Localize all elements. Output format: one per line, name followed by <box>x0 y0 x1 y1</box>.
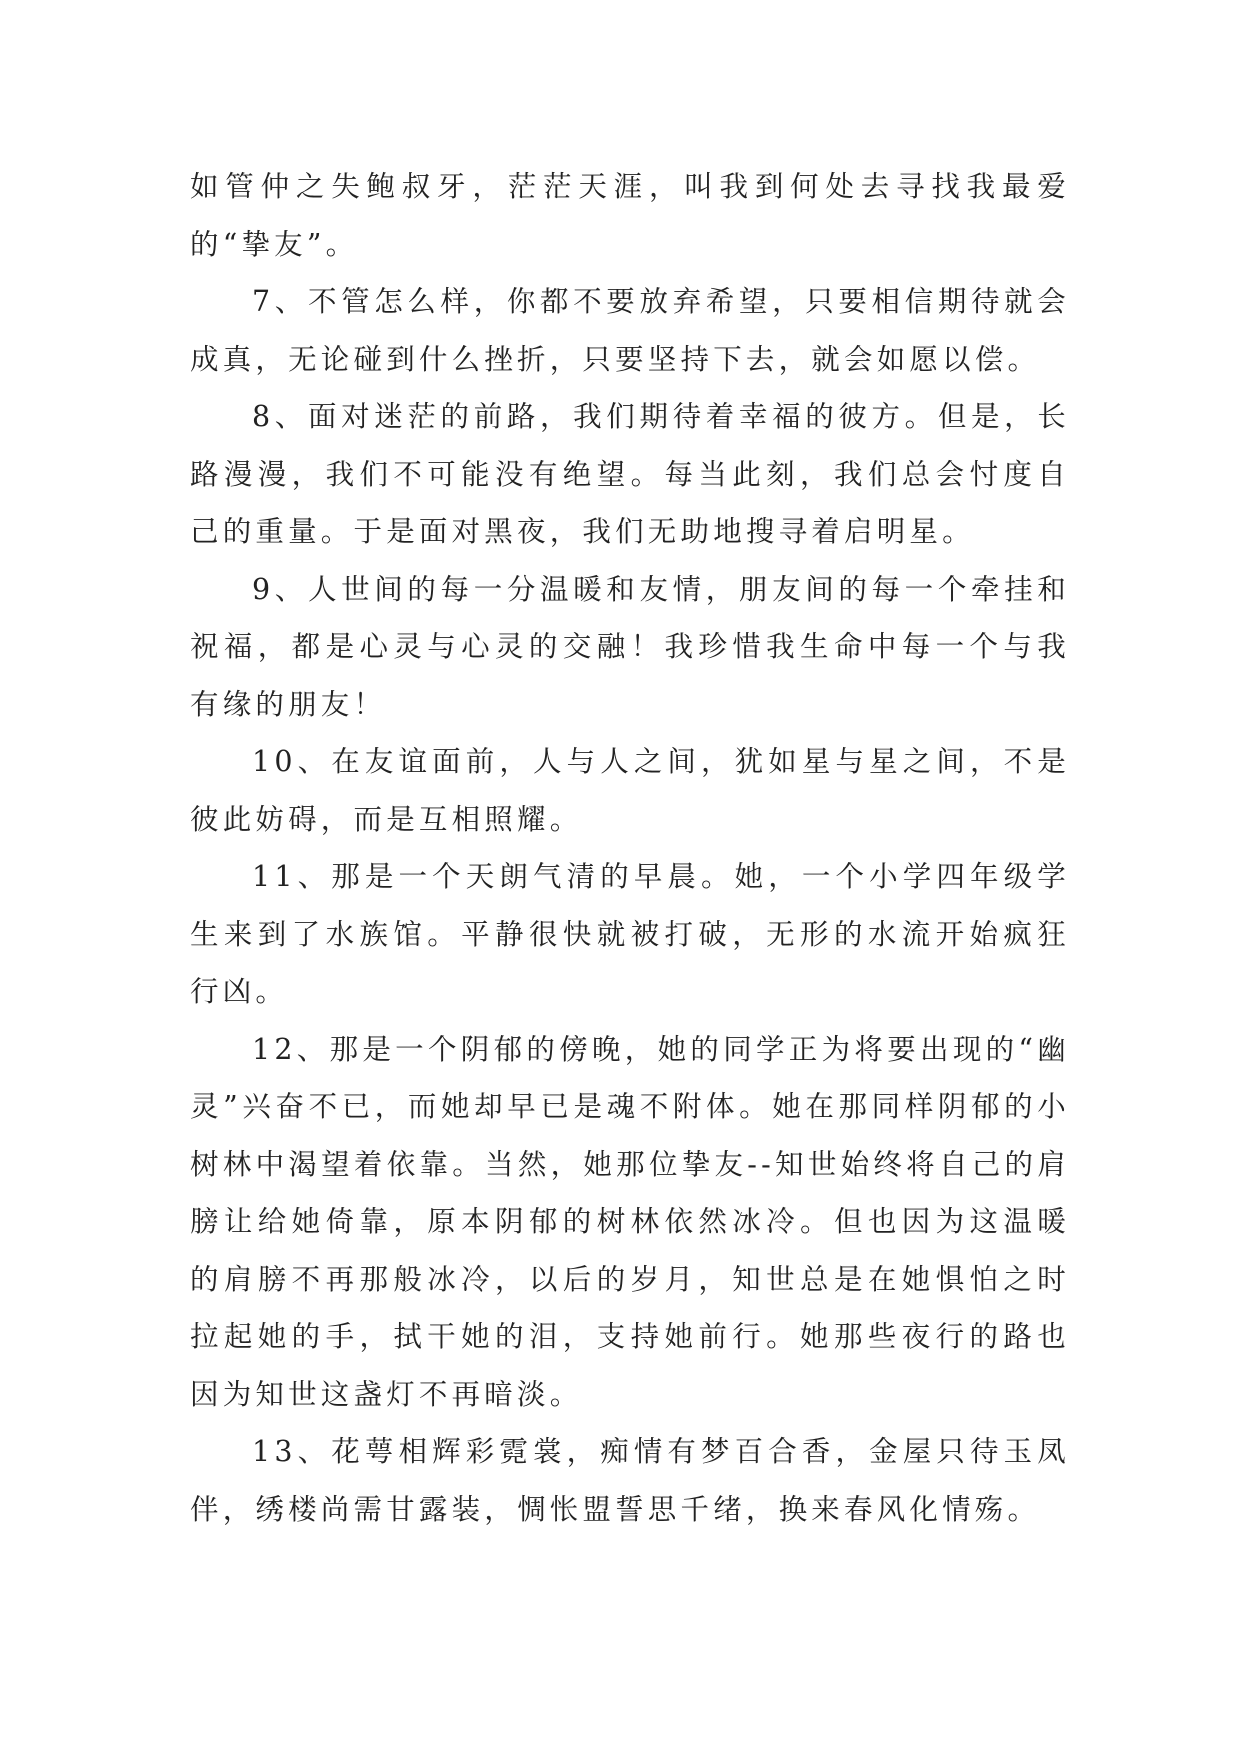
paragraph-13: 13、花萼相辉彩霓裳，痴情有梦百合香，金屋只待玉凤伴，绣楼尚需甘露装，惆怅盟誓思千绪，换来春风化情殇。 <box>190 1435 1070 1526</box>
paragraph-7: 7、不管怎么样，你都不要放弃希望，只要相信期待就会成真，无论碰到什么挫折，只要坚持下去，就会如愿以偿。 <box>190 285 1070 376</box>
paragraph-12: 12、那是一个阴郁的傍晚，她的同学正为将要出现的“幽灵”兴奋不已，而她却早已是魂不附体。她在那同样阴郁的小树林中渴望着依靠。当然，她那位挚友--知世始终将自己的肩膀让给她倚靠，原本阴郁的树林依然冰冷。但也因为这温暖的肩膀不再那般冰冷，以后的岁月，知世总是在她惧怕之时拉起她的手，拭干她的泪，支持她前行。她那些夜行的路也因为知世这盏灯不再暗淡。 <box>190 1032 1070 1411</box>
paragraph-continuation: 如管仲之失鲍叔牙，茫茫天涯，叫我到何处去寻找我最爱的“挚友”。 <box>190 170 1070 261</box>
paragraph-11: 11、那是一个天朗气清的早晨。她，一个小学四年级学生来到了水族馆。平静很快就被打破，无形的水流开始疯狂行凶。 <box>190 860 1070 1008</box>
document-body <box>190 158 1070 1538</box>
paragraph-9: 9、人世间的每一分温暖和友情，朋友间的每一个牵挂和祝福，都是心灵与心灵的交融！我珍惜我生命中每一个与我有缘的朋友！ <box>190 572 1070 721</box>
paragraph-8: 8、面对迷茫的前路，我们期待着幸福的彼方。但是，长路漫漫，我们不可能没有绝望。每当此刻，我们总会忖度自己的重量。于是面对黑夜，我们无助地搜寻着启明星。 <box>190 400 1070 548</box>
paragraph-10: 10、在友谊面前，人与人之间，犹如星与星之间，不是彼此妨碍，而是互相照耀。 <box>190 745 1070 836</box>
